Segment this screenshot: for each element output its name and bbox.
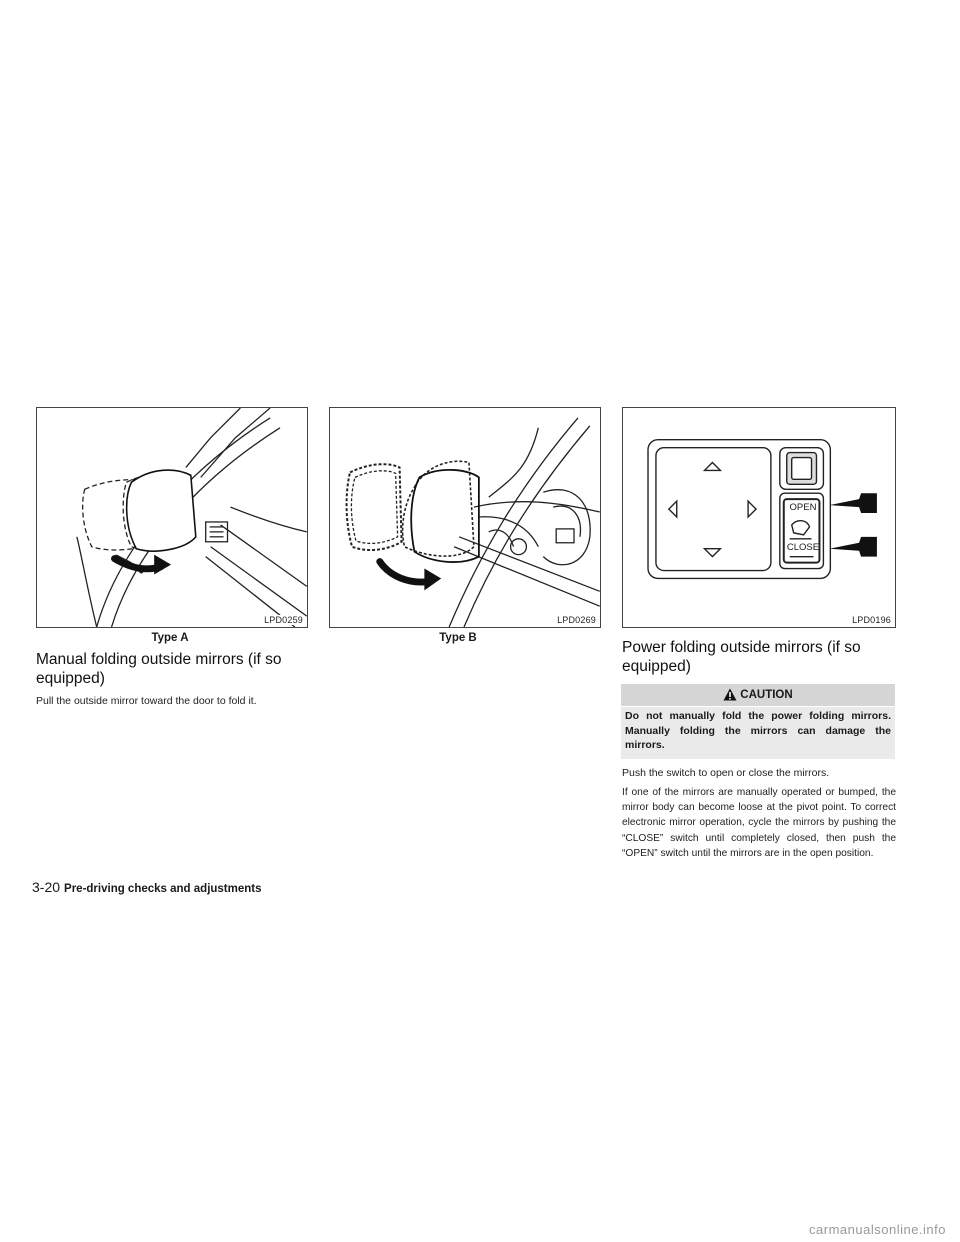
manual-folding-body: Pull the outside mirror toward the door to fold it. — [36, 695, 257, 707]
caution-title: CAUTION — [740, 689, 793, 701]
switch-open-label: OPEN — [789, 502, 817, 513]
page-footer — [32, 879, 262, 895]
figure-type-b — [329, 407, 601, 628]
manual-mirror-type-b-illustration — [330, 408, 600, 627]
caution-header — [621, 684, 895, 706]
power-folding-para-2: If one of the mirrors are manually operated or bumped, the mirror body can become loose at the pivot point. To correct electronic mirror operation, cycle the mirrors by pushing the “CLOSE” switch until completely closed, then push the “OPEN” switch until the mirrors are in the open position. — [622, 787, 896, 859]
watermark-text: carmanualsonline.info — [809, 1222, 946, 1237]
page-number: 3-20 — [32, 879, 61, 895]
warning-icon — [723, 688, 737, 701]
power-folding-para-1: Push the switch to open or close the mirrors. — [622, 767, 830, 779]
manual-mirror-type-a-illustration — [37, 408, 307, 627]
figure-power-fold-switch — [622, 407, 896, 628]
manual-folding-heading: Manual folding outside mirrors (if so equipped) — [36, 651, 282, 687]
figure-caption-type-a: Type A — [151, 632, 189, 644]
figure-code: LPD0196 — [852, 615, 891, 625]
section-title: Pre-driving checks and adjustments — [64, 883, 262, 895]
figure-caption-type-b: Type B — [439, 632, 477, 644]
figure-code: LPD0259 — [264, 615, 303, 625]
figure-type-a — [36, 407, 308, 628]
power-folding-heading: Power folding outside mirrors (if so equipped) — [622, 639, 861, 675]
switch-close-label: CLOSE — [786, 542, 820, 553]
power-fold-switch-illustration — [623, 408, 895, 627]
figure-code: LPD0269 — [557, 615, 596, 625]
caution-text: Do not manually fold the power folding mirrors. Manually folding the mirrors can damage the mirrors. — [621, 707, 895, 759]
